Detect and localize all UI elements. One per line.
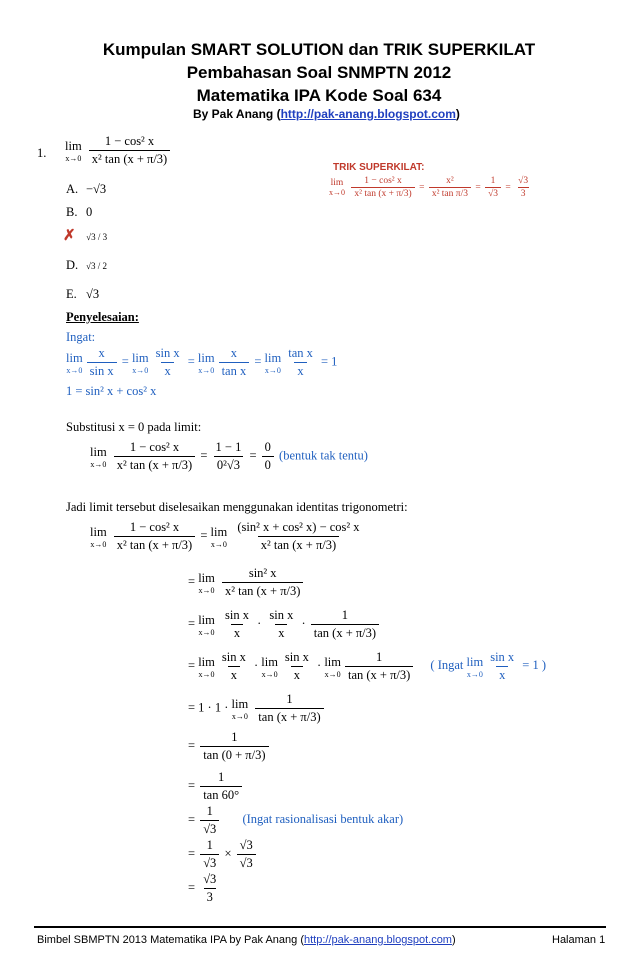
document-title-line3: Matematika IPA Kode Soal 634	[196, 86, 442, 105]
document-title-line1: Kumpulan SMART SOLUTION dan TRIK SUPERKILAT	[102, 40, 536, 59]
page-number: Halaman 1	[552, 934, 606, 946]
step-3: = lim x→0 $\frac{\text{sin x}}{x}$ · $\frac{\text{sin x}}{x}$ · $\frac{1}{\tan (x + \pi/3)}$	[188, 608, 381, 641]
option-d[interactable]: D. √3 / 2	[66, 258, 107, 272]
byline	[193, 107, 460, 121]
step-8: = $\frac{1}{√3}$ (Ingat rasionalisasi bentuk akar)	[188, 804, 404, 836]
step-9: = $\frac{1}{√3}$ × $\frac{√3}{√3}$	[188, 838, 258, 871]
pythagorean-identity: 1 = sin² x + cos² x	[66, 384, 157, 398]
document-title-line2: Pembahasan Soal SNMPTN 2012	[186, 63, 452, 82]
option-c[interactable]: ✗ √3 / 3	[63, 228, 108, 244]
substitution-line: lim x→0 $\frac{\text{1 − cos² x}}{\text{x² tan (x + π/3)}}$ = $\frac{1 - 1}{\text{0²√3}}$ = $\frac{0}{0}$ (bentuk tak tentu)	[90, 440, 368, 472]
question-number: 1.	[37, 146, 47, 160]
step-10: = $\frac{√3}{3}$	[188, 872, 217, 904]
cross-mark-icon: ✗	[63, 228, 76, 244]
byline-suffix: )	[455, 107, 460, 121]
step-7: = $\frac{1}{\tan 60^\circ}$	[188, 770, 244, 803]
footer-link[interactable]: http://pak-anang.blogspot.com	[303, 934, 452, 946]
option-a[interactable]: A. −√3	[66, 182, 107, 196]
option-b[interactable]: B. 0	[66, 205, 93, 219]
step-4: = lim x→0 $\frac{\text{sin x}}{x}$ · lim x→0 $\frac{\text{sin x}}{x}$ · lim x→0 $\frac{1}{\tan (x + \pi/3)}$ ( Ingat lim x→0 $\frac{\text{sin x}}{x}$ = 1 )	[188, 650, 547, 682]
question-fraction	[89, 134, 170, 167]
footer-divider	[34, 926, 606, 928]
question-denominator: x² tan (x + π/3)	[89, 150, 170, 167]
option-e[interactable]: E. √3	[66, 287, 100, 301]
limit-identity: lim x→0 $\frac{x}{\text{sin x}}$ = lim x→0 $\frac{\text{sin x}}{x}$ = lim x→0 $\frac{x}{\text{tan x}}$ = lim x→0 $\frac{\text{tan x}}{x}$ = 1	[66, 346, 338, 378]
rasional-note: (Ingat rasionalisasi bentuk akar)	[242, 812, 404, 827]
footer-left: Bimbel SBMPTN 2013 Matematika IPA by Pak Anang (http://pak-anang.blogspot.com)	[37, 934, 456, 946]
trik-expression: lim x→0 $\frac{\text{1 − cos² x}}{\text{x² tan (x + π/3)}}$ = $\frac{\text{x²}}{\text{x² tan π/3}}$ = $\frac{1}{√3}$ = $\frac{√3}{3}$	[329, 176, 529, 199]
substitution-text: Substitusi x = 0 pada limit:	[66, 420, 202, 434]
jadi-text: Jadi limit tersebut diselesaikan menggunakan identitas trigonometri:	[66, 500, 408, 514]
step-5: = 1 · 1 · lim x→0 $\frac{1}{\tan (x + \pi/3)}$	[188, 692, 326, 725]
step-6: = $\frac{1}{\tan (0 + \pi/3)}$	[188, 730, 271, 763]
solution-heading: Penyelesaian:	[66, 310, 139, 324]
trik-label: TRIK SUPERKILAT:	[333, 162, 425, 173]
question-expression	[65, 134, 172, 167]
step-2: = lim x→0 $\frac{\text{sin² x}}{\text{x² tan (x + π/3)}}$	[188, 566, 305, 599]
step-1: lim x→0 $\frac{\text{1 − cos² x}}{\text{x² tan (x + π/3)}}$ = lim x→0 $\frac{\text{(sin² x + cos² x) − cos² x}}{\text{x² tan (x + π/3)}}$	[90, 520, 360, 552]
byline-prefix: By Pak Anang (	[193, 107, 281, 121]
question-numerator: 1 − cos² x	[104, 134, 155, 148]
limit-operator: lim x→0	[65, 138, 82, 163]
ingat-label: Ingat:	[66, 330, 96, 344]
byline-link[interactable]: http://pak-anang.blogspot.com	[280, 107, 456, 121]
